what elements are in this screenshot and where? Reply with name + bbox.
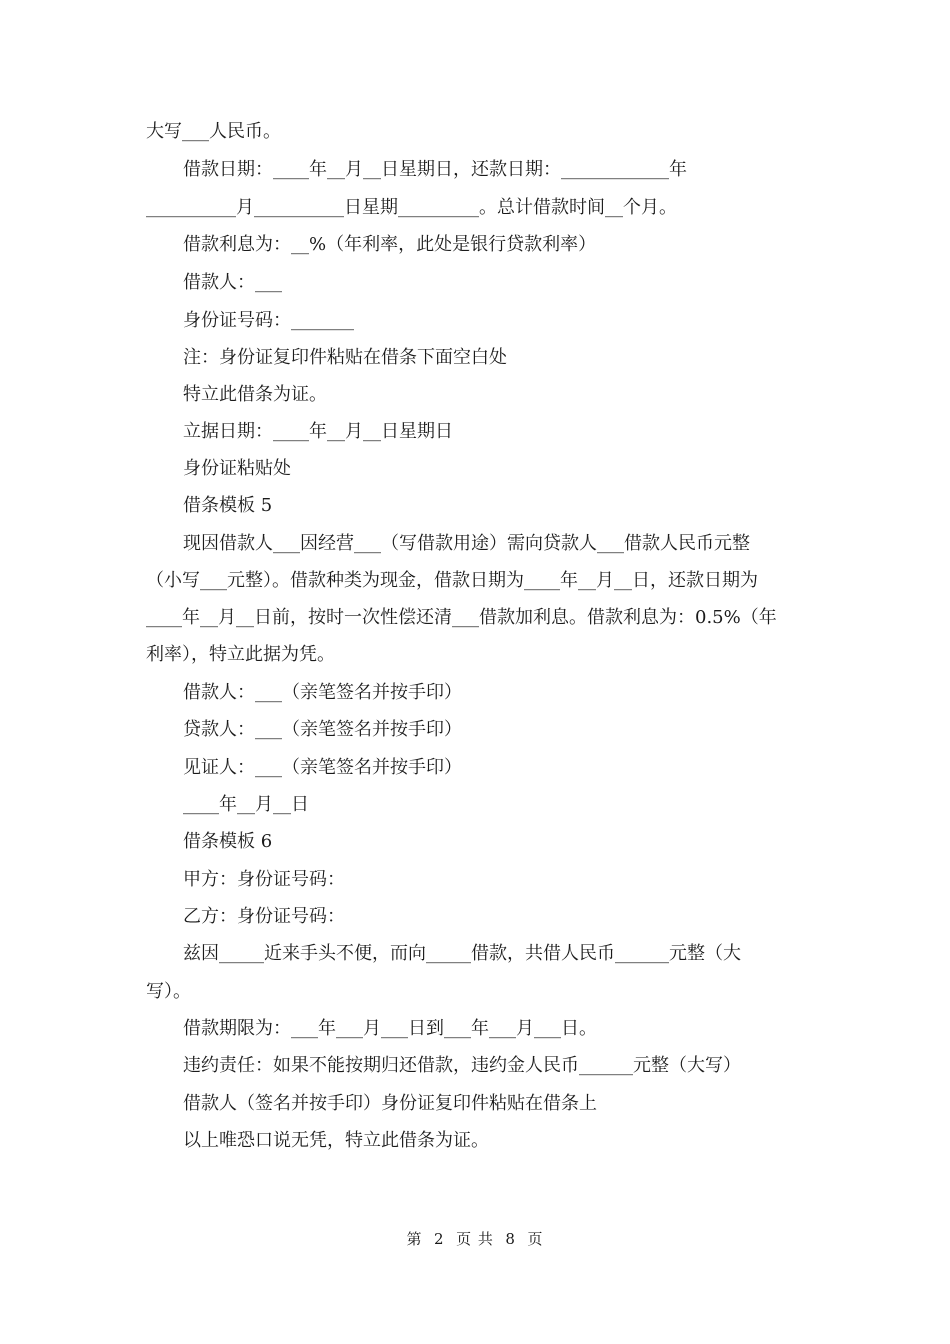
text-line: 利率），特立此据为凭。 (146, 644, 335, 665)
text-line: 甲方：身份证号码： (183, 869, 345, 890)
text-line: 以上唯恐口说无凭，特立此借条为证。 (183, 1130, 489, 1151)
section-heading: 借条模板 6 (183, 831, 273, 852)
section-heading: 借条模板 5 (183, 495, 273, 516)
text-line: 借款期限为：___年___月___日到___年___月___日。 (183, 1018, 597, 1039)
text-line: 大写___人民币。 (146, 121, 281, 142)
text-line: （小写___元整）。借款种类为现金，借款日期为____年__月__日，还款日期为 (146, 570, 758, 591)
text-line: 现因借款人___因经营___（写借款用途）需向贷款人___借款人民币元整 (183, 533, 750, 554)
text-line: 借款人：___ (183, 272, 282, 293)
page-number-footer: 第 2 页 共 8 页 (406, 1230, 544, 1248)
text-line: 借款利息为：__%（年利率，此处是银行贷款利率） (183, 234, 597, 255)
text-line: 违约责任：如果不能按期归还借款，违约金人民币______元整（大写） (183, 1055, 741, 1076)
text-line: 贷款人：___（亲笔签名并按手印） (183, 719, 462, 740)
text-line: ____年__月__日前，按时一次性偿还清___借款加利息。借款利息为：0.5%（年 (146, 607, 777, 628)
text-line: 兹因_____近来手头不便，而向_____借款，共借人民币______元整（大 (183, 943, 741, 964)
text-line: 注：身份证复印件粘贴在借条下面空白处 (183, 347, 507, 368)
text-line: 身份证号码：_______ (183, 310, 354, 331)
text-line: ____年__月__日 (183, 794, 309, 815)
text-line: __________月__________日星期_________。总计借款时间__个月。 (146, 197, 677, 218)
text-line: 借款人：___（亲笔签名并按手印） (183, 682, 462, 703)
text-line: 特立此借条为证。 (183, 384, 327, 405)
text-line: 借款人（签名并按手印）身份证复印件粘贴在借条上 (183, 1093, 597, 1114)
text-line: 乙方：身份证号码： (183, 906, 345, 927)
text-line: 立据日期：____年__月__日星期日 (183, 421, 453, 442)
text-line: 见证人：___（亲笔签名并按手印） (183, 757, 462, 778)
text-line: 借款日期：____年__月__日星期日，还款日期：____________年 (183, 159, 687, 180)
text-line: 身份证粘贴处 (183, 458, 291, 479)
text-line: 写）。 (146, 981, 191, 1002)
